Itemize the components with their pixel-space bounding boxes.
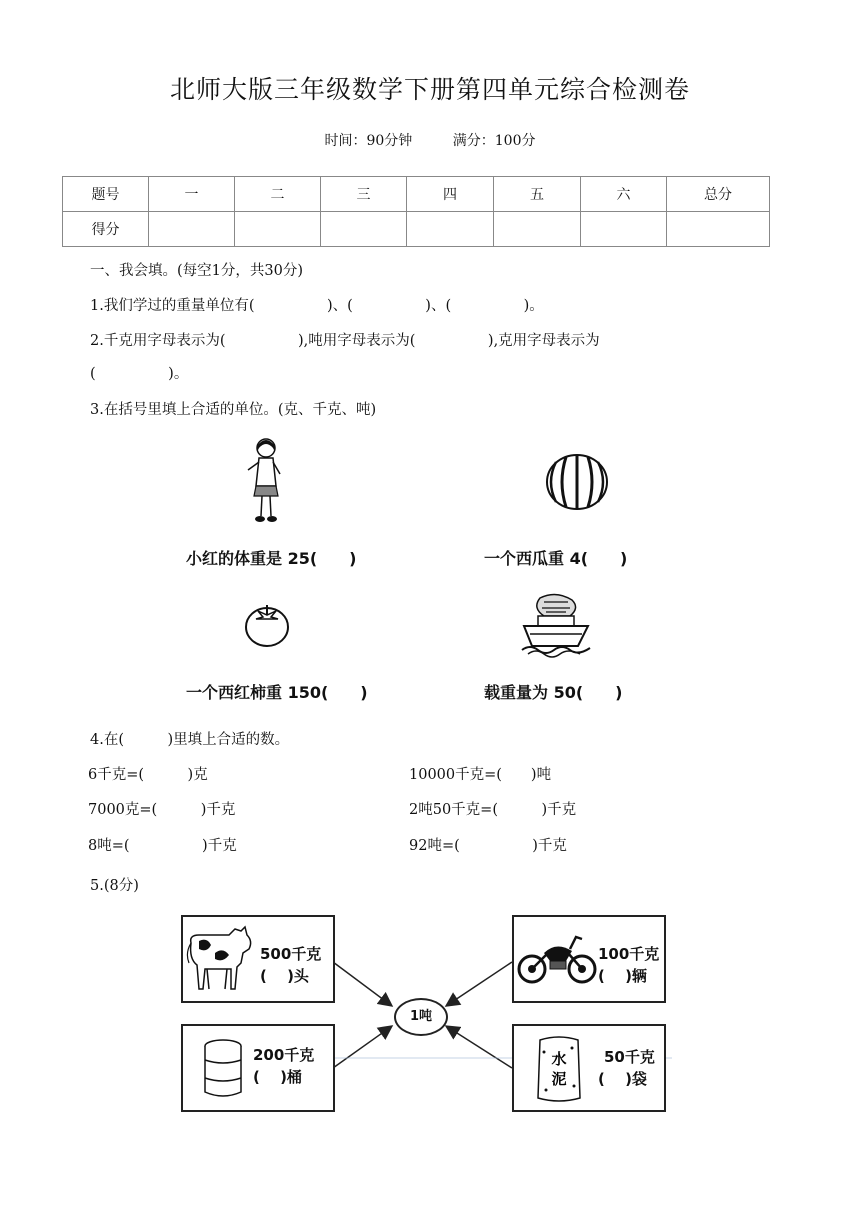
header-cell: 一	[149, 177, 235, 212]
q5-motorcycle-box	[512, 915, 666, 1003]
q4-item: 92吨=( )千克	[409, 838, 567, 854]
motorcycle-unit-blank[interactable]: ( )辆	[598, 967, 647, 985]
cement-weight: 50千克	[604, 1048, 655, 1066]
q5-cement-box	[512, 1024, 666, 1112]
q4-item: 8吨=( )千克	[88, 838, 237, 854]
question-3: 3.在括号里填上合适的单位。(克、千克、吨)	[90, 402, 377, 418]
q5-cow-box	[181, 915, 335, 1003]
full-score: 满分：100分	[452, 133, 536, 149]
bucket-weight: 200千克	[253, 1046, 315, 1064]
bucket-unit-blank[interactable]: ( )桶	[253, 1068, 302, 1086]
question-2-line1: 2.千克用字母表示为( ),吨用字母表示为( ),克用字母表示为	[90, 333, 600, 349]
cow-unit-blank[interactable]: ( )头	[260, 967, 309, 985]
q4-item: 2吨50千克=( )千克	[409, 802, 577, 818]
q3-girl-label: 小红的体重是 25( )	[186, 549, 357, 568]
header-cell: 总分	[667, 177, 770, 212]
arrow-motorcycle	[446, 962, 512, 1006]
header-cell: 二	[235, 177, 321, 212]
bucket-icon	[201, 1038, 245, 1100]
cement-bag-text-1: 水	[551, 1050, 567, 1068]
q5-bucket-box	[181, 1024, 335, 1112]
q4-item: 10000千克=( )吨	[409, 767, 552, 783]
arrow-cow	[333, 962, 392, 1006]
header-cell: 五	[494, 177, 581, 212]
motorcycle-icon	[516, 931, 598, 987]
section-heading: 一、我会填。(每空1分，共30分)	[90, 263, 303, 279]
cement-unit-blank[interactable]: ( )袋	[598, 1070, 647, 1088]
question-2-line2: ( )。	[90, 366, 189, 382]
cement-bag-text-2: 泥	[551, 1070, 567, 1088]
q3-ship-label: 载重量为 50( )	[484, 683, 623, 702]
q4-item: 6千克=( )克	[88, 767, 208, 783]
q5-center-ton: 1吨	[394, 998, 448, 1036]
arrow-cement	[446, 1026, 512, 1068]
header-cell: 题号	[63, 177, 149, 212]
q3-tomato-label: 一个西红柿重 150( )	[186, 683, 368, 702]
question-4: 4.在( )里填上合适的数。	[90, 732, 290, 748]
page-title: 北师大版三年级数学下册第四单元综合检测卷	[169, 75, 690, 104]
row-label: 得分	[63, 212, 149, 247]
question-5: 5.(8分)	[90, 878, 139, 894]
cow-weight: 500千克	[260, 945, 322, 963]
motorcycle-weight: 100千克	[598, 945, 660, 963]
question-1: 1.我们学过的重量单位有( )、( )、( )。	[90, 298, 544, 314]
header-cell: 六	[581, 177, 667, 212]
header-cell: 三	[321, 177, 407, 212]
arrow-bucket	[333, 1026, 392, 1068]
q3-watermelon-label: 一个西瓜重 4( )	[484, 549, 628, 568]
header-cell: 四	[407, 177, 494, 212]
cement-bag-icon	[534, 1034, 584, 1104]
time-limit: 时间：90分钟	[324, 133, 413, 149]
q4-item: 7000克=( )千克	[88, 802, 236, 818]
cow-icon	[185, 923, 255, 995]
